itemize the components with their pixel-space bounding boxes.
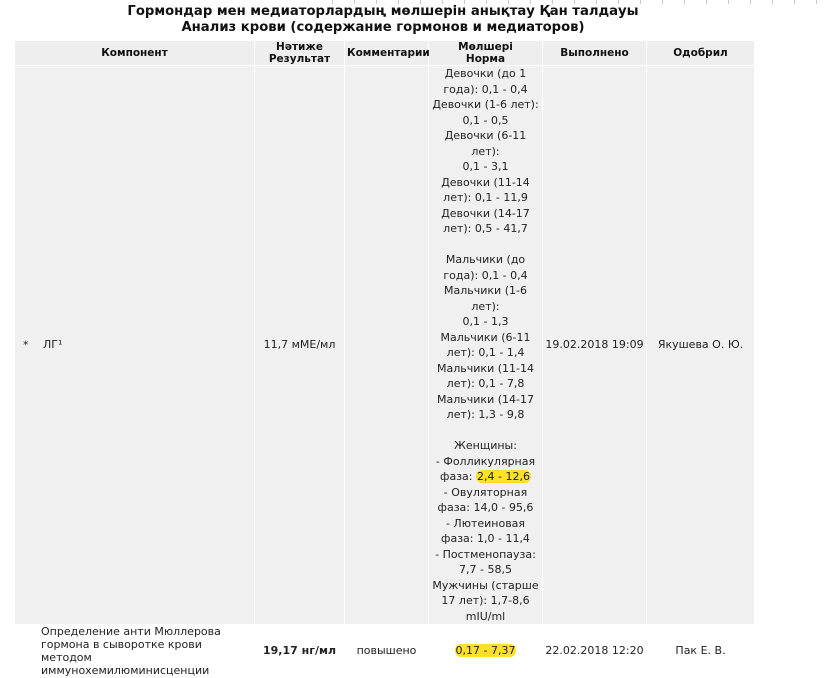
report-title-ru: Анализ крови (содержание гормонов и медиаторов) (181, 20, 585, 35)
cell-norm (429, 66, 543, 625)
norm-line: Девочки (1-6 лет): (432, 98, 539, 111)
report-title (0, 4, 766, 36)
norm-line: Мальчики (1-6 лет): (444, 284, 527, 313)
norm-line: - Овуляторная (443, 485, 528, 499)
norm-line: Девочки (11-14 (441, 175, 530, 189)
col-header-result: Нәтиже Результат (255, 41, 345, 66)
component-name: Определение анти Мюллерова гормона в сыворотке крови методом иммунохемилюминисценции (15, 625, 255, 678)
norm-line: Девочки (до 1 (444, 67, 527, 80)
report-title-kz: Гормондар мен медиаторлардың мөлшерін анықтау Қан талдауы (127, 4, 639, 19)
norm-line: года): 0,1 - 0,4 (443, 268, 528, 282)
norm-line: mIU/ml (465, 609, 506, 623)
cell-component (15, 66, 255, 625)
cell-performed: 19.02.2018 19:09 (543, 66, 647, 625)
norm-line: лет): 0,1 - 11,9 (443, 191, 528, 204)
cell-result: 11,7 мМЕ/мл (255, 66, 345, 625)
component-name: ЛГ¹ (43, 338, 63, 352)
norm-line: Мужчины (старше (432, 578, 539, 592)
norm-highlight: 0,17 - 7,37 (455, 644, 516, 658)
norm-line: фаза: 1,0 - 11,4 (441, 532, 530, 545)
cell-result: 19,17 нг/мл (255, 625, 345, 678)
norm-line (431, 237, 540, 253)
col-header-performed: Выполнено (543, 41, 647, 66)
norm-line: 17 лет): 1,7-8,6 (441, 594, 530, 607)
cell-approved: Якушева О. Ю. (647, 66, 755, 625)
norm-line: - Постменопауза: (435, 547, 536, 561)
col-header-approved: Одобрил (647, 41, 755, 66)
norm-phase-label: фаза: (440, 470, 476, 483)
norm-line: Девочки (6-11 лет): (444, 129, 527, 158)
norm-line: года): 0,1 - 0,4 (443, 82, 528, 96)
table-header-row (15, 41, 755, 66)
cell-comment (345, 66, 429, 625)
norm-line: 0,1 - 0,5 (462, 113, 509, 127)
norm-line: 7,7 - 58,5 (459, 563, 512, 576)
row-marker: * (23, 338, 29, 352)
cell-performed: 22.02.2018 12:20 (543, 625, 647, 678)
norm-line: - Фолликулярная (435, 454, 536, 468)
cell-norm (429, 625, 543, 678)
norm-line (431, 423, 540, 439)
norm-line: - Лютеиновая (445, 516, 526, 530)
norm-line: 0,1 - 1,3 (462, 315, 509, 328)
norm-line: Мальчики (14-17 (437, 392, 534, 406)
col-header-comments: Комментарии (345, 41, 429, 66)
norm-line: Мальчики (6-11 (440, 330, 531, 344)
norm-range-list (431, 66, 540, 624)
col-header-component: Компонент (15, 41, 255, 66)
norm-line: лет): 0,5 - 41,7 (443, 222, 528, 235)
norm-line: лет): 0,1 - 7,8 (446, 377, 525, 390)
norm-line: 0,1 - 3,1 (462, 160, 509, 173)
norm-line: Девочки (14-17 (441, 206, 530, 220)
table-row-lh (15, 66, 755, 625)
cell-approved: Пак Е. В. (647, 625, 755, 678)
results-table (14, 40, 755, 678)
col-header-norm: Мөлшері Норма (429, 41, 543, 66)
norm-line: Женщины: (454, 439, 517, 452)
norm-highlight: 2,4 - 12,6 (477, 470, 530, 483)
norm-line: Мальчики (до (445, 253, 526, 266)
norm-line: Мальчики (11-14 (437, 361, 534, 375)
norm-line-highlighted (431, 469, 540, 485)
norm-line: лет): 0,1 - 1,4 (446, 346, 525, 359)
norm-line: лет): 1,3 - 9,8 (446, 408, 525, 421)
norm-line: фаза: 14,0 - 95,6 (437, 501, 534, 514)
table-row-amh (15, 625, 755, 678)
cell-comment: повышено (345, 625, 429, 678)
